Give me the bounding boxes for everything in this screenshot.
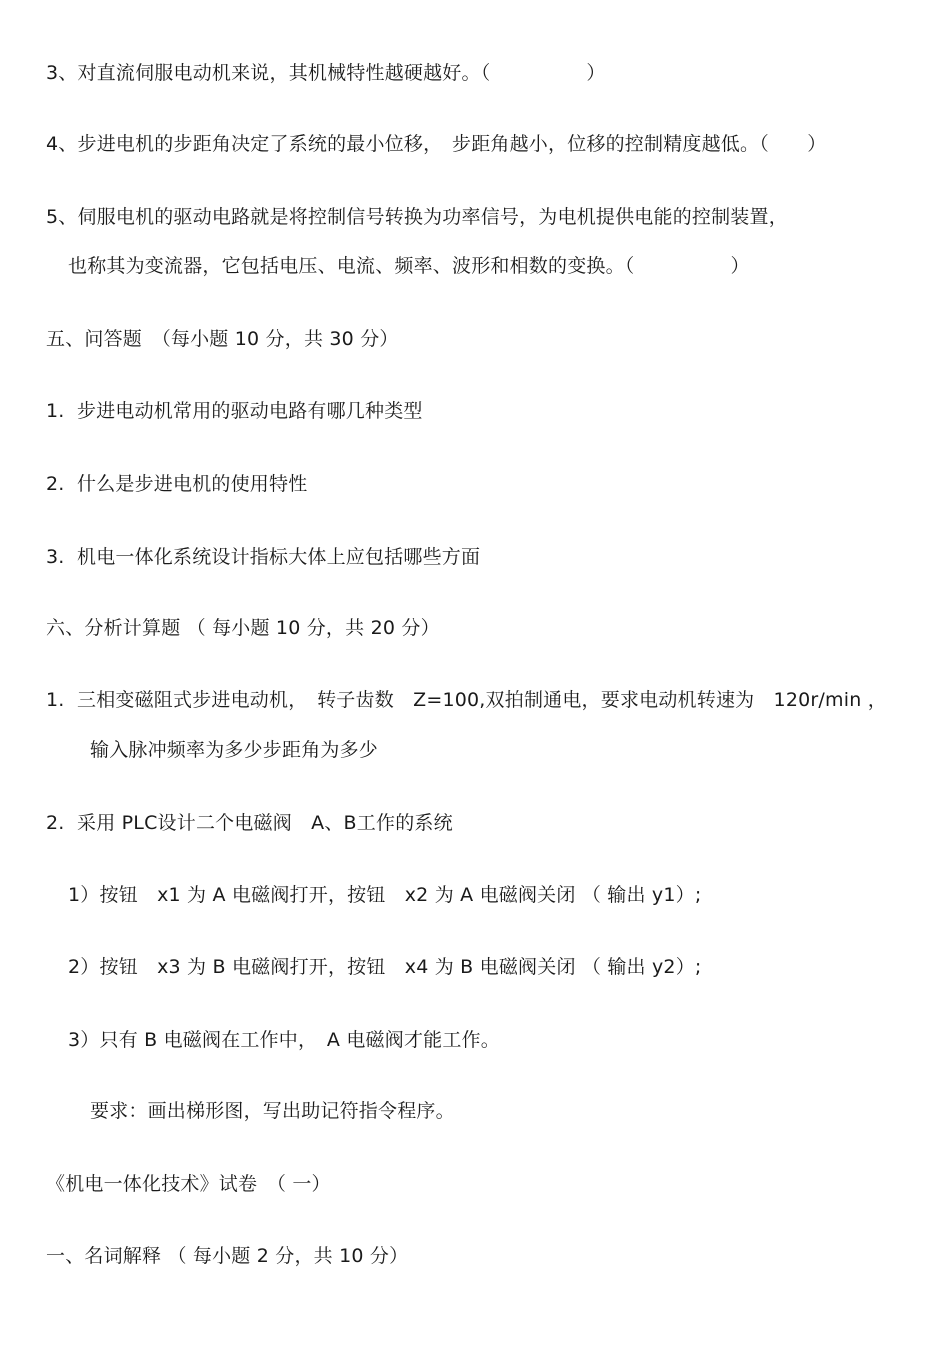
judgment-q5-line2: 也称其为变流器，它包括电压、电流、频率、波形和相数的变换。（ ） (68, 255, 750, 277)
section1-heading: 一、名词解释 （ 每小题 2 分，共 10 分） (46, 1245, 409, 1267)
section6-q2: 2. 采用 PLC设计二个电磁阀 A、B工作的系统 (46, 812, 453, 834)
section6-q2-item3: 3）只有 B 电磁阀在工作中， A 电磁阀才能工作。 (68, 1029, 500, 1051)
section6-q2-item2: 2）按钮 x3 为 B 电磁阀打开，按钮 x4 为 B 电磁阀关闭 （ 输出 y2）; (68, 956, 702, 978)
section5-q1: 1. 步进电动机常用的驱动电路有哪几种类型 (46, 400, 423, 422)
judgment-q3: 3、对直流伺服电动机来说，其机械特性越硬越好。（ ） (46, 62, 606, 84)
section6-q2-item1: 1）按钮 x1 为 A 电磁阀打开，按钮 x2 为 A 电磁阀关闭 （ 输出 y1）; (68, 884, 702, 906)
judgment-q5-line1: 5、伺服电机的驱动电路就是将控制信号转换为功率信号，为电机提供电能的控制装置， (46, 206, 788, 228)
exam-title: 《机电一体化技术》试卷 （ 一） (46, 1173, 331, 1195)
section6-q2-requirement: 要求：画出梯形图，写出助记符指令程序。 (90, 1100, 455, 1122)
section6-q1-line1: 1. 三相变磁阻式步进电动机， 转子齿数 Z=100,双拍制通电，要求电动机转速为 120r/min ， (46, 689, 887, 711)
section5-q3: 3. 机电一体化系统设计指标大体上应包括哪些方面 (46, 546, 481, 568)
judgment-q4: 4、步进电机的步距角决定了系统的最小位移， 步距角越小，位移的控制精度越低。（ ） (46, 133, 827, 155)
section5-heading: 五、问答题 （每小题 10 分，共 30 分） (46, 328, 399, 350)
section6-q1-line2: 输入脉冲频率为多少步距角为多少 (90, 739, 379, 761)
section5-q2: 2. 什么是步进电机的使用特性 (46, 473, 308, 495)
section6-heading: 六、分析计算题 （ 每小题 10 分，共 20 分） (46, 617, 440, 639)
